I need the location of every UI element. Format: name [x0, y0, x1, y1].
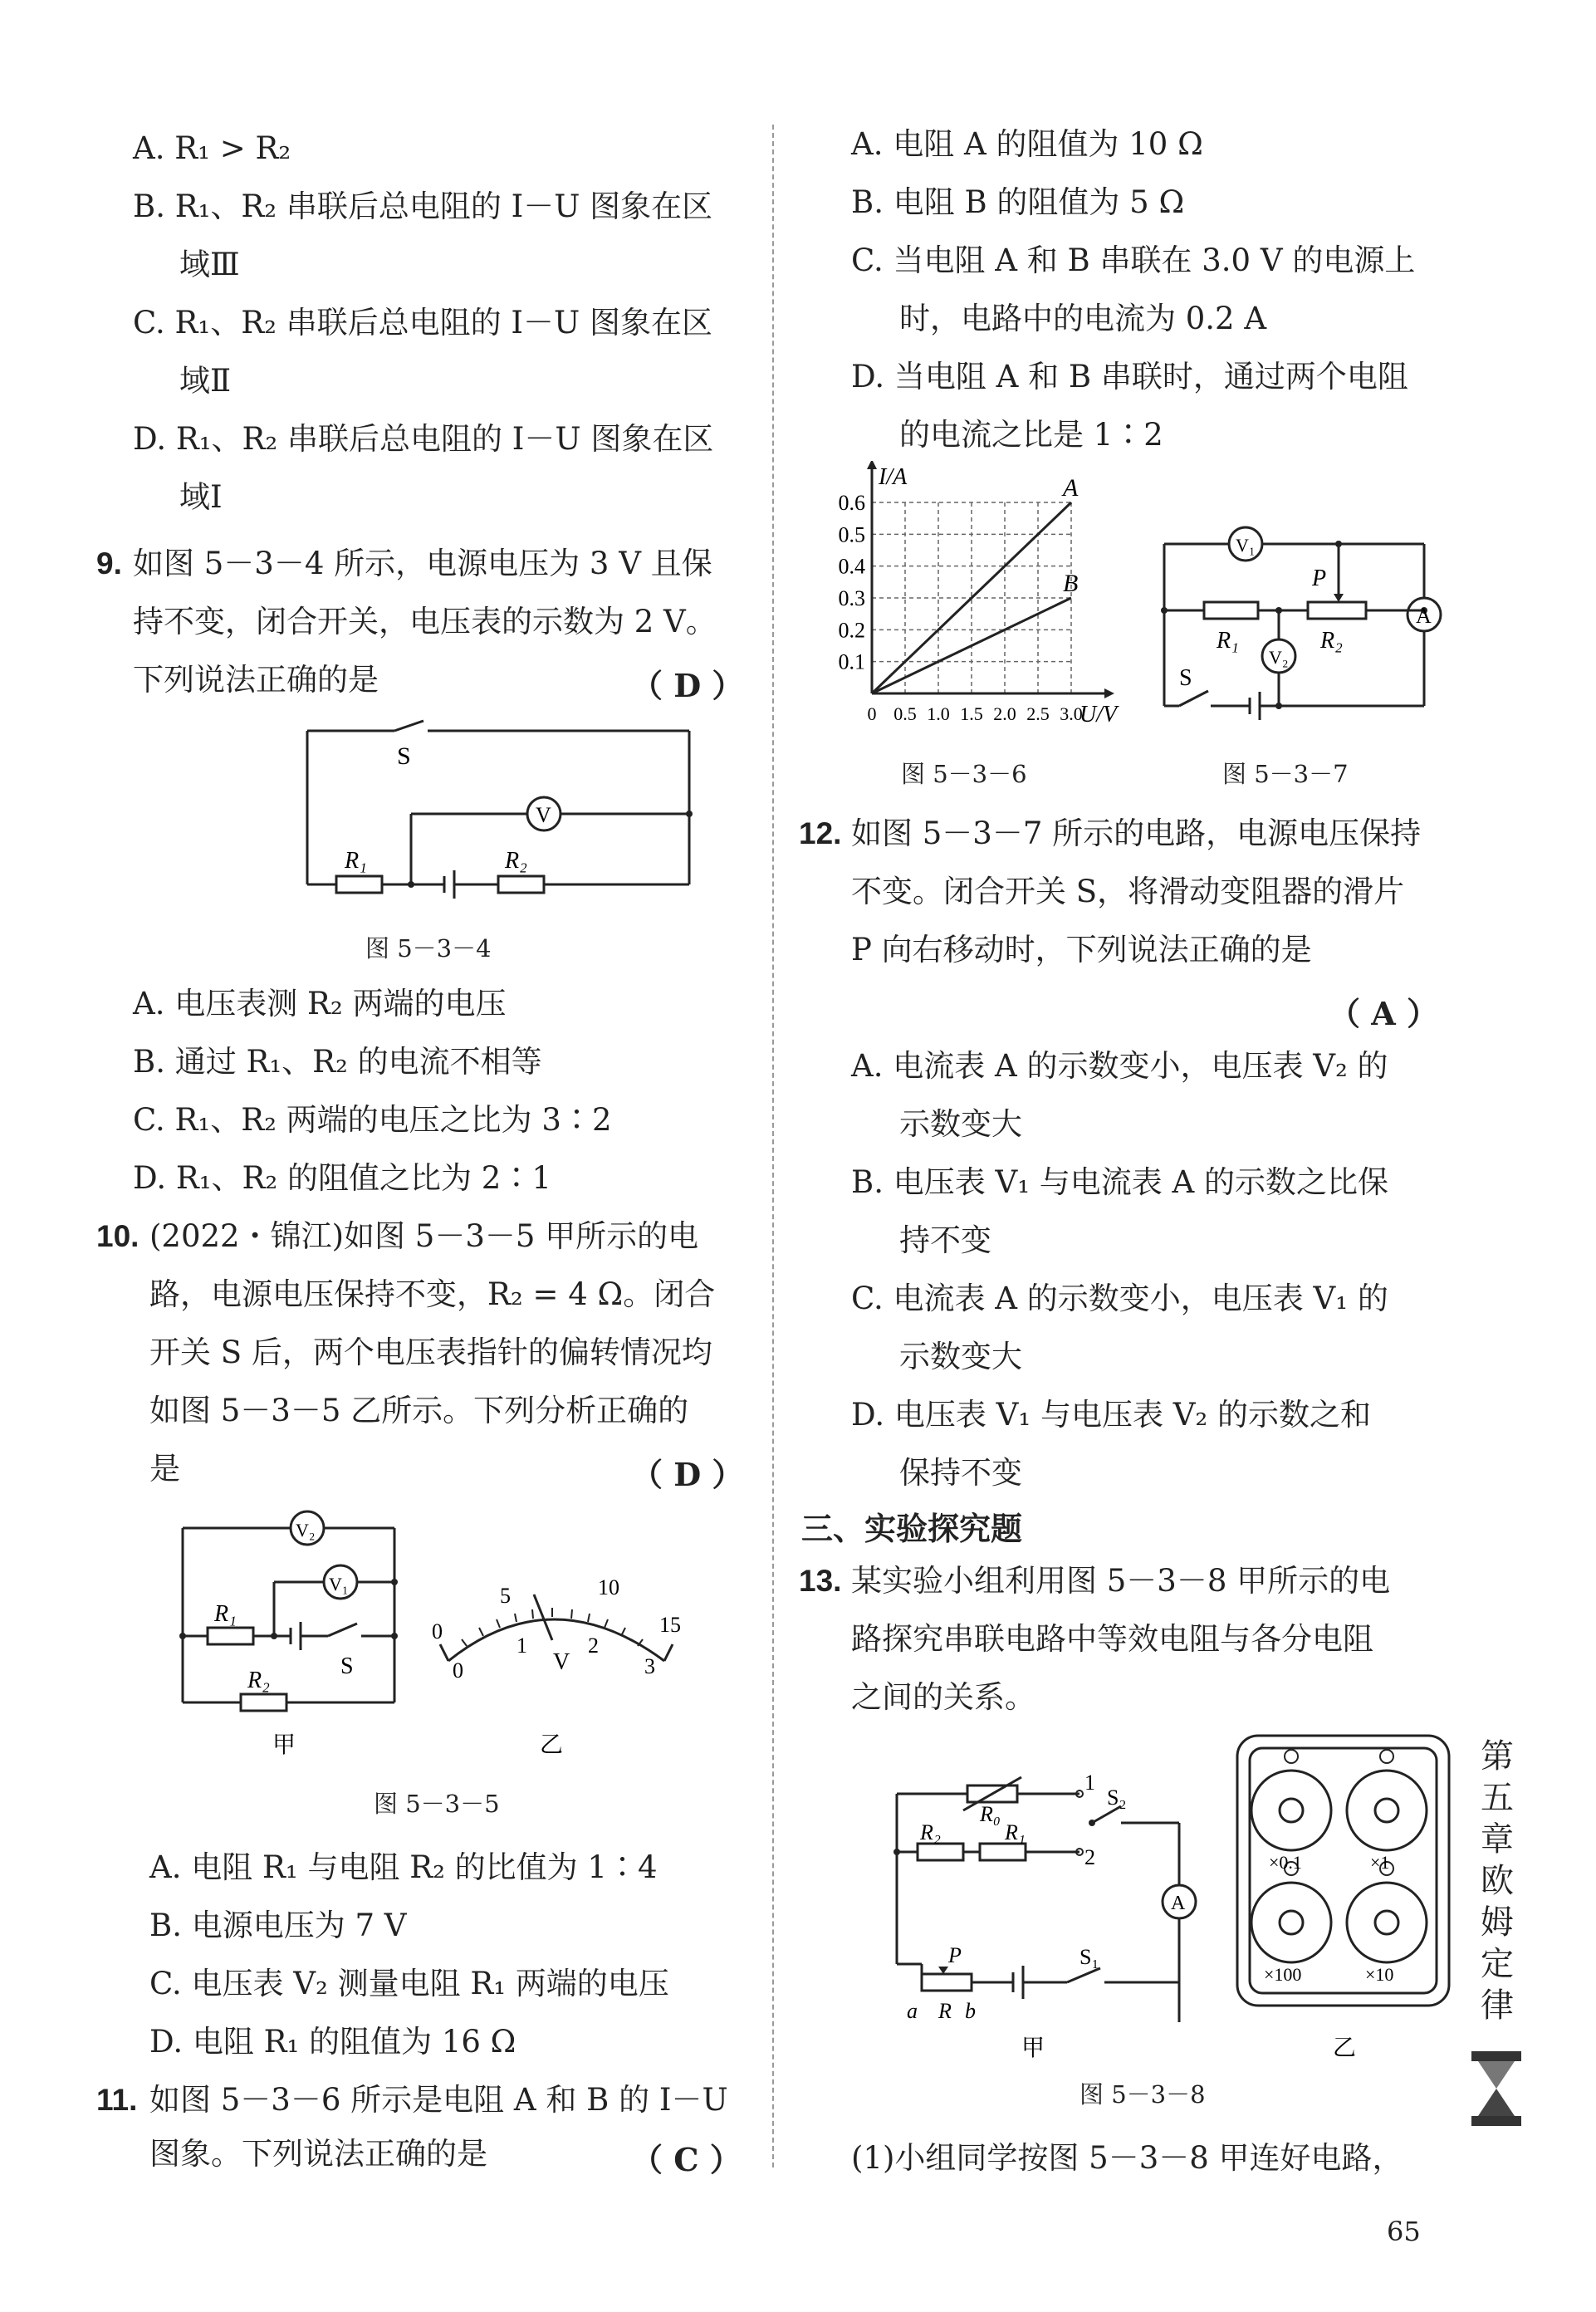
q10-answer: （ D ）: [631, 1456, 744, 1493]
terminal-1-label: 1: [1084, 1771, 1095, 1795]
terminal-2-label: 2: [1084, 1845, 1095, 1869]
yi-label: 乙: [540, 1732, 564, 1758]
switch-s-label: S: [340, 1653, 354, 1679]
r2-label: R₂: [1320, 628, 1343, 654]
x-tick-label: 0.5: [893, 703, 917, 724]
scale-top-0: 0: [432, 1619, 443, 1643]
q13-part-1: (1)小组同学按图 5－3－8 甲连好电路，: [851, 2140, 1403, 2176]
q12-option-a: A. 电流表 A 的示数变小，电压表 V₂ 的: [851, 1048, 1388, 1084]
q9-stem-1: 如图 5－3－4 所示，电源电压为 3 V 且保: [133, 546, 712, 581]
q10-stem-4: 如图 5－3－5 乙所示。下列分析正确的: [149, 1393, 689, 1428]
figure-5-3-5: [174, 1503, 739, 1769]
q9-option-a: A. 电压表测 R₂ 两端的电压: [133, 986, 507, 1021]
series-line-B: [872, 598, 1071, 693]
switch-s2-label: S₂: [1107, 1785, 1127, 1810]
q11-stem-2: 图象。下列说法正确的是: [149, 2136, 487, 2172]
q9-stem-2: 持不变，闭合开关，电压表的示数为 2 V。: [133, 604, 717, 639]
switch-s-label: S: [397, 742, 411, 770]
q13-stem-1: 某实验小组利用图 5－3－8 甲所示的电: [851, 1563, 1391, 1599]
x-tick-label: 1.0: [927, 703, 950, 724]
q10-option-d: D. 电阻 R₁ 的阻值为 16 Ω: [149, 2024, 516, 2060]
y-axis-title: I/A: [879, 464, 908, 490]
q12-option-d-cont: 保持不变: [899, 1455, 1022, 1491]
v2-meter-label: V₂: [296, 1520, 316, 1541]
switch-s-label: S: [1179, 665, 1192, 691]
x-tick-label: 0: [867, 703, 877, 724]
q12-number: 12.: [799, 816, 842, 850]
caption-5-3-7: 图 5－3－7: [1222, 760, 1349, 788]
x-tick-label: 1.5: [960, 703, 983, 724]
y-tick-label: 0.3: [838, 586, 865, 610]
q10-stem-1: (2022・锦江)如图 5－3－5 甲所示的电: [149, 1218, 699, 1254]
q9-number: 9.: [96, 546, 122, 580]
q8-option-a: A. R₁ > R₂: [133, 130, 291, 166]
q11-number: 11.: [96, 2083, 138, 2117]
ammeter-a-label: A: [1171, 1893, 1186, 1914]
q8-option-b: B. R₁、R₂ 串联后总电阻的 I－U 图象在区: [133, 189, 713, 224]
caption-5-3-6: 图 5－3－6: [901, 760, 1027, 788]
section-experiment-heading: 三、实验探究题: [801, 1510, 1023, 1547]
yi-label: 乙: [1333, 2035, 1357, 2061]
dial-x100-label: ×100: [1264, 1964, 1302, 1985]
scale-top-15: 15: [659, 1613, 681, 1637]
ammeter-a-label: A: [1416, 604, 1432, 628]
q12-answer: （ A ）: [1329, 995, 1438, 1032]
q11-option-d-cont: 的电流之比是 1∶2: [899, 417, 1163, 453]
q11-answer: （ C ）: [631, 2141, 742, 2178]
column-divider: [772, 125, 774, 2168]
v1-meter-label: V₁: [329, 1574, 349, 1594]
q10-stem-3: 开关 S 后，两个电压表指针的偏转情况均: [149, 1335, 712, 1370]
r2-label: R₂: [920, 1820, 941, 1844]
q11-option-c-cont: 时，电路中的电流为 0.2 A: [899, 301, 1267, 336]
q12-option-b-cont: 持不变: [899, 1222, 991, 1258]
y-axis-arrow: [867, 461, 877, 469]
figure-5-3-8: [872, 1732, 1461, 2064]
r0-label: R₀: [980, 1802, 1001, 1826]
series-label-A: A: [1063, 474, 1079, 502]
y-tick-label: 0.1: [838, 649, 865, 674]
r1-label: R₁: [214, 1601, 237, 1627]
q11-option-d: D. 当电阻 A 和 B 串联时，通过两个电阻: [851, 359, 1408, 394]
scale-bottom-1: 1: [516, 1634, 527, 1658]
r1-label: R₁: [345, 848, 367, 874]
switch-s1-label: S₁: [1080, 1945, 1099, 1969]
q12-option-a-cont: 示数变大: [899, 1106, 1022, 1142]
dial-x0.1-label: ×0.1: [1269, 1852, 1302, 1873]
series-label-B: B: [1063, 570, 1079, 597]
q12-option-c: C. 电流表 A 的示数变小，电压表 V₁ 的: [851, 1281, 1388, 1316]
q10-number: 10.: [96, 1219, 140, 1253]
scale-bottom-2: 2: [588, 1634, 599, 1658]
x-axis-title: U/V: [1080, 702, 1118, 727]
q13-stem-3: 之间的关系。: [851, 1679, 1035, 1715]
q9-option-d: D. R₁、R₂ 的阻值之比为 2∶1: [133, 1160, 551, 1196]
y-tick-label: 0.6: [838, 491, 865, 515]
q12-stem-1: 如图 5－3－7 所示的电路，电源电压保持: [851, 816, 1422, 851]
caption-5-3-4: 图 5－3－4: [365, 934, 492, 963]
jia-label: 甲: [272, 1732, 296, 1758]
jia-label: 甲: [1021, 2035, 1045, 2061]
dial-x10-label: ×10: [1365, 1964, 1394, 1985]
q10-option-a: A. 电阻 R₁ 与电阻 R₂ 的比值为 1∶4: [149, 1849, 658, 1885]
q12-option-c-cont: 示数变大: [899, 1339, 1022, 1374]
q9-option-b: B. 通过 R₁、R₂ 的电流不相等: [133, 1044, 542, 1080]
q10-stem-2: 路，电源电压保持不变，R₂ = 4 Ω。闭合: [149, 1276, 716, 1312]
q10-option-b: B. 电源电压为 7 V: [149, 1908, 407, 1943]
scale-bottom-0: 0: [453, 1658, 463, 1683]
q8-option-d: D. R₁、R₂ 串联后总电阻的 I－U 图象在区: [133, 421, 714, 457]
y-tick-label: 0.5: [838, 522, 865, 547]
figure-5-3-7-circuit: [1146, 515, 1445, 722]
r2-label: R₂: [247, 1668, 270, 1693]
q13-stem-2: 路探究串联电路中等效电阻与各分电阻: [851, 1621, 1373, 1657]
caption-5-3-8: 图 5－3－8: [1080, 2080, 1206, 2109]
x-tick-label: 2.0: [993, 703, 1016, 724]
q8-option-d-cont: 域Ⅰ: [179, 479, 223, 515]
scale-top-10: 10: [598, 1575, 619, 1599]
q9-stem-3: 下列说法正确的是: [133, 662, 379, 698]
terminal-a-label: a: [907, 1999, 918, 2023]
scale-top-5: 5: [500, 1584, 511, 1608]
q11-option-b: B. 电阻 B 的阻值为 5 Ω: [851, 184, 1185, 220]
q8-option-c-cont: 域Ⅱ: [179, 363, 232, 399]
dial-x1-label: ×1: [1370, 1852, 1390, 1873]
q10-option-c: C. 电压表 V₂ 测量电阻 R₁ 两端的电压: [149, 1966, 669, 2001]
x-tick-label: 2.5: [1026, 703, 1050, 724]
q9-option-c: C. R₁、R₂ 两端的电压之比为 3∶2: [133, 1102, 612, 1138]
hourglass-icon: [1471, 2051, 1521, 2126]
q12-stem-3: P 向右移动时，下列说法正确的是: [851, 932, 1312, 967]
x-tick-label: 3.0: [1060, 703, 1083, 724]
page-number: 65: [1387, 2216, 1421, 2247]
q11-option-c: C. 当电阻 A 和 B 串联在 3.0 V 的电源上: [851, 242, 1416, 278]
y-tick-label: 0.2: [838, 618, 865, 643]
y-tick-label: 0.4: [838, 554, 865, 579]
q8-option-c: C. R₁、R₂ 串联后总电阻的 I－U 图象在区: [133, 305, 712, 340]
q8-option-b-cont: 域Ⅲ: [179, 247, 240, 282]
q12-stem-2: 不变。闭合开关 S，将滑动变阻器的滑片: [851, 874, 1405, 909]
q11-stem-1: 如图 5－3－6 所示是电阻 A 和 B 的 I－U: [149, 2082, 728, 2118]
v2-meter-label: V₂: [1269, 647, 1289, 668]
r1-label: R₁: [1005, 1820, 1026, 1844]
figure-5-3-4-circuit: [291, 714, 706, 905]
q12-option-b: B. 电压表 V₁ 与电流表 A 的示数之比保: [851, 1164, 1389, 1200]
q13-number: 13.: [799, 1564, 842, 1598]
slider-p-label: P: [948, 1943, 962, 1967]
q10-stem-5: 是: [149, 1451, 180, 1487]
caption-5-3-5: 图 5－3－5: [374, 1790, 500, 1818]
meter-unit-v: V: [553, 1649, 570, 1675]
figure-5-3-6-chart: [814, 461, 1138, 735]
chapter-sidebar: 第五章 欧姆定律: [1481, 1737, 1547, 2025]
q11-option-a: A. 电阻 A 的阻值为 10 Ω: [851, 126, 1203, 162]
scale-bottom-3: 3: [644, 1654, 655, 1678]
voltmeter-v-label: V: [536, 803, 551, 827]
x-axis-arrow: [1104, 688, 1114, 698]
q12-option-d: D. 电压表 V₁ 与电压表 V₂ 的示数之和: [851, 1397, 1372, 1433]
v1-meter-label: V₁: [1236, 535, 1256, 556]
q9-answer: （ D ）: [631, 667, 744, 704]
slider-p-label: P: [1312, 566, 1327, 591]
r2-label: R₂: [505, 848, 527, 874]
terminal-b-label: b: [965, 1999, 976, 2023]
rheostat-r-label: R: [938, 1999, 952, 2023]
r1-label: R₁: [1217, 628, 1239, 654]
